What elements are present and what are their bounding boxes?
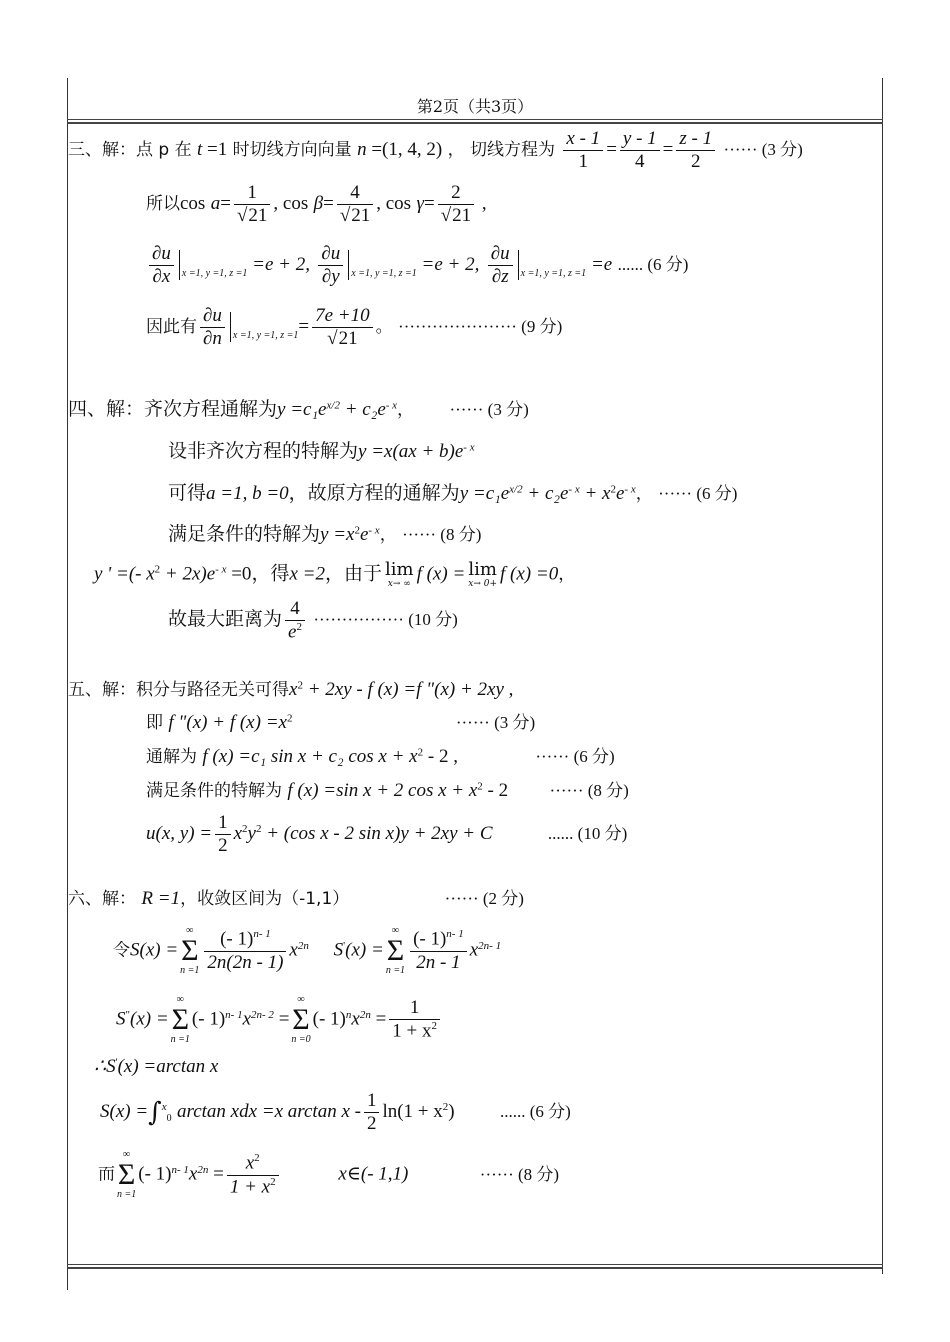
- s5-head: 五、解：积分与路径无关可得: [68, 680, 289, 700]
- score-mark: ····················· (9 分): [398, 316, 563, 336]
- s4-line5: y ' =(- $x^2 + 2x)e^{- x} =0$，得x =2，由于 lim x→ ∞ f (x) = lim x→ 0+ f (x) =0，: [94, 559, 576, 589]
- s4-line4: 满足条件的特解为$y =x^2e^{- x}$， ······ (8 分): [168, 523, 482, 545]
- sum-operator: ∞ Σ n =1: [117, 1149, 137, 1200]
- right-border: [882, 78, 883, 1274]
- s6-line4: ∴S'(x) =arctan x: [94, 1056, 219, 1077]
- score-mark: ······ (6 分): [535, 747, 615, 766]
- s3-line3: $\frac{\partial u}{\partial x}$ $_{x =1, y =1, z =1}$ =e + 2, $\frac{\partial u}{\partial y}$ $_{x =1, y =1, z =1}$ =e + 2, $\frac{\partial u}{\partial z}$ $_{x =1, y =1, z =1}$ =e ...... (6 分): [146, 243, 688, 288]
- s5-line4: 满足条件的特解为 f (x) =sin x + 2 $\cos x + x^2 - 2$ ······ (8 分): [146, 780, 629, 801]
- fraction: $\frac{(- 1)^{n- 1}}{2n - 1}$: [410, 928, 467, 973]
- s4-head: 四、解：齐次方程通解为: [68, 398, 278, 420]
- s3-line2: 所以cos a= $\frac{1}{√21}$ , cos β= $\frac{4}{√21}$ , cos γ= $\frac{2}{√21}$ ,: [146, 182, 487, 226]
- fraction: $\frac{\partial u}{\partial x}$: [149, 243, 174, 288]
- fraction: $\frac{x^2}{1 + x^2}$: [227, 1152, 279, 1197]
- fraction: $\frac{1}{√21}$: [234, 182, 270, 227]
- fraction: $\frac{y - 1}{4}$: [620, 128, 660, 173]
- integral-sign: ∫: [148, 1097, 162, 1128]
- tangent-label: 切线方程为: [470, 139, 556, 160]
- header-rule-top: [67, 119, 883, 120]
- fraction: $\frac{\partial u}{\partial y}$: [318, 243, 343, 288]
- fraction: $\frac{2}{√21}$: [438, 182, 474, 227]
- page-header: 第2页（共3页）: [416, 97, 534, 116]
- sum-operator: ∞ Σ n =0: [291, 994, 311, 1045]
- score-mark: ······ (6 分): [658, 484, 738, 503]
- s3-head: 三、解：点 p 在: [68, 139, 192, 160]
- fraction: $\frac{\partial u}{\partial z}$: [488, 243, 513, 288]
- score-mark: ······ (8 分): [549, 781, 629, 800]
- score-mark: ······ (2 分): [444, 889, 524, 908]
- limit-operator: lim x→ ∞: [384, 559, 414, 589]
- score-mark: ...... (6 分): [617, 254, 689, 274]
- s6-line2: 令S(x) = ∞ Σ n =1 $\frac{(- 1)^{n- 1}}{2n(2n - 1)}$ $x^{2n}$ S'(x) = ∞ Σ n =1 $\frac{(- 1)^{n- 1}}{2n - 1}$ $x^{2n- 1}$: [113, 925, 502, 976]
- s5-line1: 五、解：积分与路径无关可得$x^2 + 2xy - f$ (x) =f "(x) + 2xy ,: [68, 679, 514, 700]
- s3-line4: 因此有 $\frac{\partial u}{\partial n}$ $_{x =1, y =1, z =1}$= $\frac{7e +10}{√21}$ 。 ····················· (9 分): [146, 305, 563, 349]
- s4-line1: 四、解：齐次方程通解为$y =c_1e^{x/2} + c_2e^{- x}$， ······ (3 分): [68, 398, 529, 420]
- score-mark: ······ (8 分): [402, 525, 482, 544]
- fraction: $\frac{1}{1 + x^2}$: [389, 997, 440, 1042]
- fraction: $\frac{4}{e^2}$: [285, 598, 305, 643]
- score-mark: ...... (6 分): [500, 1101, 571, 1121]
- fraction: $\frac{z - 1}{2}$: [676, 128, 715, 173]
- score-mark: ······ (3 分): [455, 713, 536, 732]
- sum-operator: ∞ Σ n =1: [385, 925, 406, 976]
- footer-rule-bottom: [67, 1267, 883, 1269]
- footer-rule-top: [67, 1264, 883, 1265]
- score-mark: ······ (8 分): [479, 1164, 560, 1184]
- fraction: $\frac{x - 1}{1}$: [563, 128, 603, 173]
- fraction: $\frac{1}{2}$: [215, 812, 231, 857]
- s3-line1: 三、解：点 p 在 t =1 时切线方向向量 n =(1, 4, 2) ， 切线方程为 $\frac{x - 1}{1}$ = $\frac{y - 1}{4}$ = $\frac{z - 1}{2}$ ······ (3 分): [68, 128, 803, 172]
- score-mark: ...... (10 分): [547, 823, 628, 843]
- s6-head: 六、解：: [68, 889, 136, 909]
- limit-operator: lim x→ 0+: [468, 559, 498, 589]
- s4-line6: 故最大距离为 $\frac{4}{e^2}$ ················ (10 分): [168, 598, 458, 643]
- s6-line3: S"(x) = ∞ Σ n =1 (- $1)^{n- 1}x^{2n- 2}$ = ∞ Σ n =0 (- $1)^nx^{2n}$ = $\frac{1}{1 + x^2}$: [116, 995, 443, 1045]
- score-mark: ······ (3 分): [449, 400, 529, 419]
- s6-line5: S(x) =∫$^x_0$ arctan xdx =x arctan x - $\frac{1}{2}$ $\ln(1 + x^2)$ ...... (6 分): [100, 1090, 571, 1134]
- fraction: $\frac{\partial u}{\partial n}$: [200, 305, 225, 350]
- fraction: $\frac{1}{2}$: [364, 1090, 380, 1135]
- score-mark: ······ (3 分): [723, 139, 803, 159]
- fraction: $\frac{4}{√21}$: [337, 182, 373, 227]
- fraction: $\frac{(- 1)^{n- 1}}{2n(2n - 1)}$: [204, 928, 286, 973]
- fraction: $\frac{7e +10}{√21}$: [312, 305, 373, 350]
- s4-line3: 可得a =1, b =0，故原方程的通解为$y =c_1e^{x/2} + c_2e^{- x} + x^2e^{- x}$， ······ (6 分): [168, 482, 738, 504]
- s5-line3: 通解为 f (x) =c₁ sin x + c₂ $\cos x + x^2 - 2$ , ······ (6 分): [146, 746, 615, 767]
- s6-line1: 六、解： R =1，收敛区间为（-1,1） ······ (2 分): [68, 888, 524, 909]
- s4-line2: 设非齐次方程的特解为$y =x(ax + b)e^{- x}$: [168, 440, 475, 462]
- s6-line6: 而 ∞ Σ n =1 (- $1)^{n- 1}x^{2n}$ = $\frac{x^2}{1 + x^2}$ x∈(- 1,1) ······ (8 分): [98, 1149, 560, 1200]
- score-mark: ················ (10 分): [313, 610, 458, 630]
- s5-line5: u(x, y) = $\frac{1}{2}$ $x^2y^2 + (\cos$ x - 2 sin x)y + 2xy + C ...... (10 分): [146, 812, 628, 856]
- sum-operator: ∞ Σ n =1: [180, 925, 200, 976]
- s5-line2: 即 f "(x) + f $(x) =x^2$ ······ (3 分): [146, 712, 536, 733]
- sum-operator: ∞ Σ n =1: [170, 994, 190, 1045]
- header-rule-bottom: [67, 122, 883, 124]
